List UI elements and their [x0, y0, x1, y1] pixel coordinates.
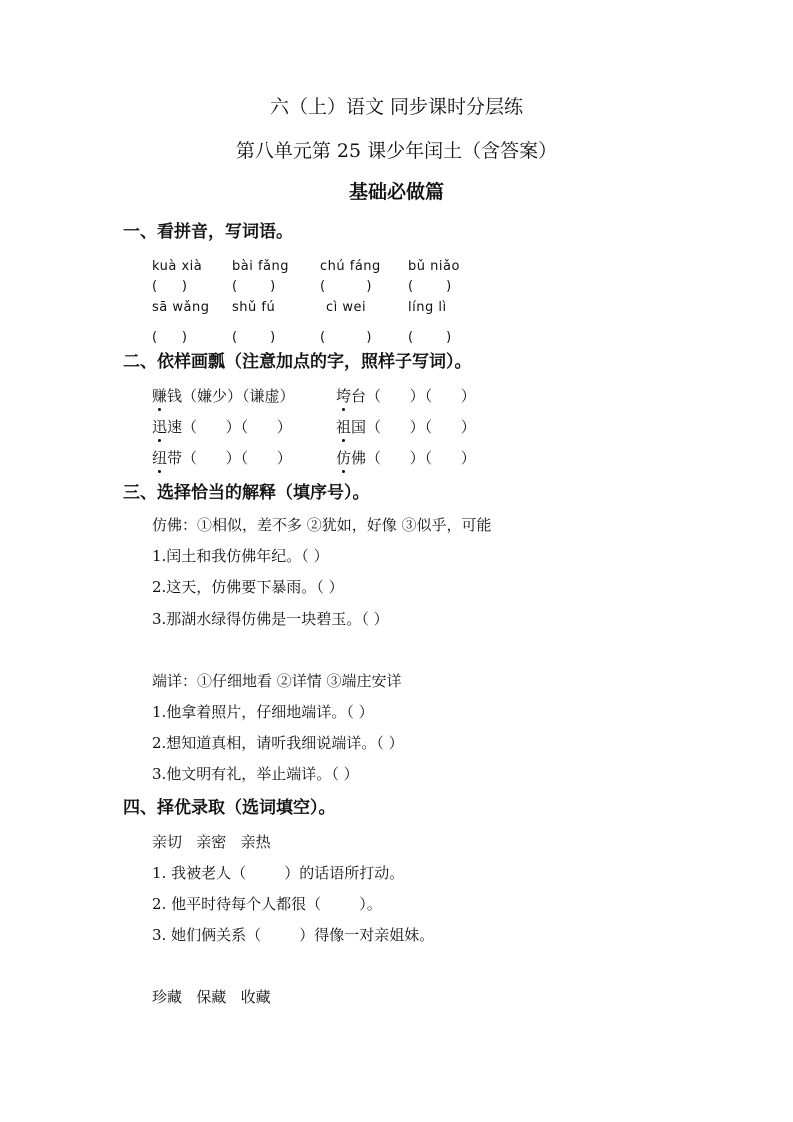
definition-line: 仿佛：①相似，差不多 ②犹如，好像 ③似乎，可能	[152, 516, 492, 534]
emphasis-dot	[158, 470, 161, 473]
definition-line: 端详：①仔细地看 ②详情 ③端庄安详	[152, 672, 402, 690]
imitation-item: 祖国（ ）（ ）	[336, 418, 476, 436]
answer-blank[interactable]: ( )	[232, 330, 276, 345]
section4-heading: 四、择优录取（选词填空）。	[123, 798, 336, 818]
section-level-title: 基础必做篇	[348, 181, 444, 203]
emphasis-dot	[158, 408, 161, 411]
question-line: 2.这天，仿佛要下暴雨。（ ）	[152, 578, 344, 596]
imitation-item: 垮台（ ）（ ）	[336, 387, 476, 405]
question-line: 3.那湖水绿得仿佛是一块碧玉。（ ）	[152, 610, 389, 628]
word-choices: 亲切 亲密 亲热	[152, 833, 271, 851]
imitation-item: 纽带（ ）（ ）	[152, 449, 292, 467]
imitation-item: 仿佛（ ）（ ）	[336, 449, 476, 467]
section2-heading: 二、依样画瓢（注意加点的字，照样子写词）。	[123, 352, 472, 372]
answer-blank[interactable]: ( )	[152, 330, 187, 345]
question-line: 1.闰土和我仿佛年纪。（ ）	[152, 547, 329, 565]
emphasis-dot	[342, 408, 345, 411]
pinyin-item: chú fáng	[320, 259, 381, 274]
lesson-title: 第八单元第 25 课少年闰土（含答案）	[235, 140, 558, 162]
imitation-item: 赚钱（嫌少）（谦虚）	[152, 387, 295, 405]
answer-blank[interactable]: ( )	[408, 279, 452, 294]
answer-blank[interactable]: ( )	[232, 279, 276, 294]
pinyin-item: kuà xià	[152, 259, 203, 274]
pinyin-item: líng lì	[408, 300, 447, 315]
answer-blank[interactable]: ( )	[320, 330, 372, 345]
imitation-item: 迅速（ ）（ ）	[152, 418, 292, 436]
emphasis-dot	[158, 439, 161, 442]
emphasis-dot	[342, 439, 345, 442]
fill-sentence: 1. 我被老人（ ）的话语所打动。	[152, 864, 405, 882]
question-line: 3.他文明有礼，举止端详。（ ）	[152, 765, 359, 783]
pinyin-item: sā wǎng	[152, 300, 210, 315]
worksheet-title: 六（上）语文 同步课时分层练	[269, 96, 524, 118]
section3-heading: 三、选择恰当的解释（填序号）。	[123, 483, 370, 503]
section1-heading: 一、看拼音，写词语。	[123, 222, 293, 242]
fill-sentence: 3. 她们俩关系（ ）得像一对亲姐妹。	[152, 926, 435, 944]
question-line: 2.想知道真相，请听我细说端详。（ ）	[152, 734, 404, 752]
pinyin-item: bài fǎng	[232, 259, 289, 274]
question-line: 1.他拿着照片，仔细地端详。（ ）	[152, 703, 374, 721]
answer-blank[interactable]: ( )	[320, 279, 372, 294]
answer-blank[interactable]: ( )	[408, 330, 452, 345]
fill-sentence: 2. 他平时待每个人都很（ ）。	[152, 895, 382, 913]
pinyin-item: shǔ fú	[232, 300, 276, 315]
pinyin-item: bǔ niǎo	[408, 259, 460, 274]
emphasis-dot	[342, 470, 345, 473]
pinyin-item: cì wei	[326, 300, 367, 315]
answer-blank[interactable]: ( )	[152, 279, 187, 294]
word-choices: 珍藏 保藏 收藏	[152, 988, 271, 1006]
